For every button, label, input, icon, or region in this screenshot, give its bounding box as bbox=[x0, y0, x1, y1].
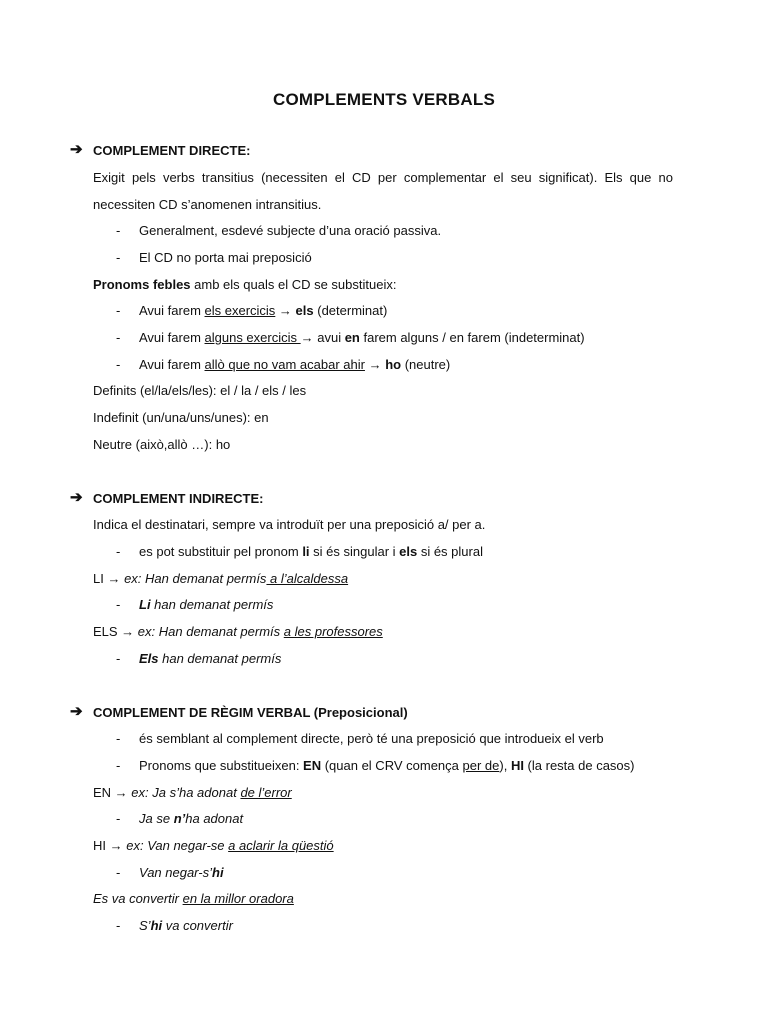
text: ha adonat bbox=[185, 811, 244, 826]
text: LI → bbox=[93, 571, 125, 586]
bold-text: li bbox=[302, 544, 310, 559]
text: (la resta de casos) bbox=[523, 758, 635, 773]
underlined-text: de l’error bbox=[240, 785, 292, 800]
bold-text: EN bbox=[303, 758, 322, 773]
underlined-text: en la millor oradora bbox=[182, 891, 294, 906]
paragraph bbox=[93, 276, 396, 294]
bold-text: hi bbox=[150, 918, 163, 933]
bullet-dash: - bbox=[116, 811, 121, 826]
paragraph: Neutre (això,allò …): ho bbox=[93, 437, 231, 452]
page-title: COMPLEMENTS VERBALS bbox=[273, 90, 495, 109]
text: han demanat permís bbox=[158, 651, 282, 666]
text: si és plural bbox=[417, 544, 483, 559]
bullet-dash: - bbox=[116, 651, 121, 666]
text: S’ bbox=[139, 918, 151, 933]
underlined-text: a aclarir la qüestió bbox=[228, 838, 334, 853]
bold-text: hi bbox=[212, 865, 224, 880]
underlined-text: a l’alcaldessa bbox=[266, 571, 349, 586]
bold-text: els bbox=[295, 303, 314, 318]
section-heading-crv: COMPLEMENT DE RÈGIM VERBAL (Preposicional) bbox=[93, 705, 408, 720]
bullet-dash: - bbox=[116, 303, 121, 318]
bullet-dash: - bbox=[116, 865, 121, 880]
text: ), bbox=[499, 758, 511, 773]
text: han demanat permís bbox=[150, 597, 274, 612]
underlined-text: per de bbox=[462, 758, 500, 773]
list-item: Generalment, esdevé subjecte d’una oració passiva. bbox=[139, 223, 442, 238]
paragraph: Indefinit (un/una/uns/unes): en bbox=[93, 410, 269, 425]
bold-text: ho bbox=[385, 357, 402, 372]
text: (quan el CRV comença bbox=[321, 758, 463, 773]
text: Van negar-s’ bbox=[139, 865, 212, 880]
paragraph bbox=[93, 890, 294, 908]
bold-text: n’ bbox=[173, 811, 186, 826]
underlined-text: allò que no vam acabar ahir bbox=[204, 357, 365, 372]
list-item bbox=[139, 329, 585, 347]
bullet-dash: - bbox=[116, 544, 121, 559]
arrow-icon: ➔ bbox=[70, 703, 83, 720]
bullet-dash: - bbox=[116, 597, 121, 612]
list-item bbox=[139, 302, 387, 320]
arrow-icon: ➔ bbox=[70, 489, 83, 506]
paragraph bbox=[93, 784, 292, 802]
text: Avui farem bbox=[139, 330, 205, 345]
bold-text: en bbox=[344, 330, 360, 345]
bullet-dash: - bbox=[116, 918, 121, 933]
italic-text: Es va convertir bbox=[93, 891, 183, 906]
text: (determinat) bbox=[313, 303, 388, 318]
text: farem alguns / en farem (indeterminat) bbox=[359, 330, 585, 345]
list-item bbox=[139, 810, 243, 828]
bullet-dash: - bbox=[116, 250, 121, 265]
text: si és singular i bbox=[309, 544, 400, 559]
text: amb els quals el CD se substitueix: bbox=[190, 277, 397, 292]
text: va convertir bbox=[162, 918, 233, 933]
list-item bbox=[139, 757, 634, 775]
section-heading-cd: COMPLEMENT DIRECTE: bbox=[93, 143, 251, 158]
underlined-text: els exercicis bbox=[204, 303, 276, 318]
text: Pronoms que substitueixen: bbox=[139, 758, 304, 773]
text: (neutre) bbox=[401, 357, 451, 372]
paragraph bbox=[93, 623, 383, 641]
section-heading-ci: COMPLEMENT INDIRECTE: bbox=[93, 491, 264, 506]
text: Avui farem bbox=[139, 357, 205, 372]
paragraph: Definits (el/la/els/les): el / la / els / les bbox=[93, 383, 307, 398]
text: → avui bbox=[300, 330, 345, 345]
underlined-text: a les professores bbox=[283, 624, 383, 639]
bold-text: Li bbox=[139, 597, 151, 612]
paragraph: necessiten CD s’anomenen intransitius. bbox=[93, 197, 322, 212]
italic-text: ex: Van negar-se bbox=[126, 838, 229, 853]
bold-text: els bbox=[399, 544, 418, 559]
list-item: El CD no porta mai preposició bbox=[139, 250, 312, 265]
text: → bbox=[364, 357, 386, 372]
bullet-dash: - bbox=[116, 330, 121, 345]
bullet-dash: - bbox=[116, 223, 121, 238]
list-item bbox=[139, 596, 273, 614]
bold-text: Pronoms febles bbox=[93, 277, 191, 292]
arrow-icon: ➔ bbox=[70, 141, 83, 158]
bullet-dash: - bbox=[116, 357, 121, 372]
list-item bbox=[139, 356, 450, 374]
underlined-text: alguns exercicis bbox=[204, 330, 301, 345]
paragraph: Exigit pels verbs transitius (necessiten el CD per complementar el seu significat). Els que no bbox=[93, 170, 673, 185]
paragraph bbox=[93, 570, 348, 588]
bold-text: HI bbox=[510, 758, 524, 773]
text: EN → bbox=[93, 785, 132, 800]
bullet-dash: - bbox=[116, 731, 121, 746]
italic-text: ex: Han demanat permís bbox=[137, 624, 284, 639]
text: Ja se bbox=[139, 811, 174, 826]
list-item: és semblant al complement directe, però té una preposició que introdueix el verb bbox=[139, 731, 604, 746]
paragraph bbox=[93, 837, 334, 855]
text: Avui farem bbox=[139, 303, 205, 318]
bold-text: Els bbox=[139, 651, 159, 666]
text: ELS → bbox=[93, 624, 138, 639]
list-item bbox=[139, 864, 224, 882]
list-item bbox=[139, 543, 483, 561]
list-item bbox=[139, 917, 233, 935]
text: es pot substituir pel pronom bbox=[139, 544, 303, 559]
list-item bbox=[139, 650, 281, 668]
paragraph: Indica el destinatari, sempre va introduït per una preposició a/ per a. bbox=[93, 517, 486, 532]
bullet-dash: - bbox=[116, 758, 121, 773]
italic-text: ex: Ja s’ha adonat bbox=[131, 785, 241, 800]
italic-text: ex: Han demanat permís bbox=[124, 571, 267, 586]
text: HI → bbox=[93, 838, 127, 853]
text: → bbox=[275, 303, 296, 318]
